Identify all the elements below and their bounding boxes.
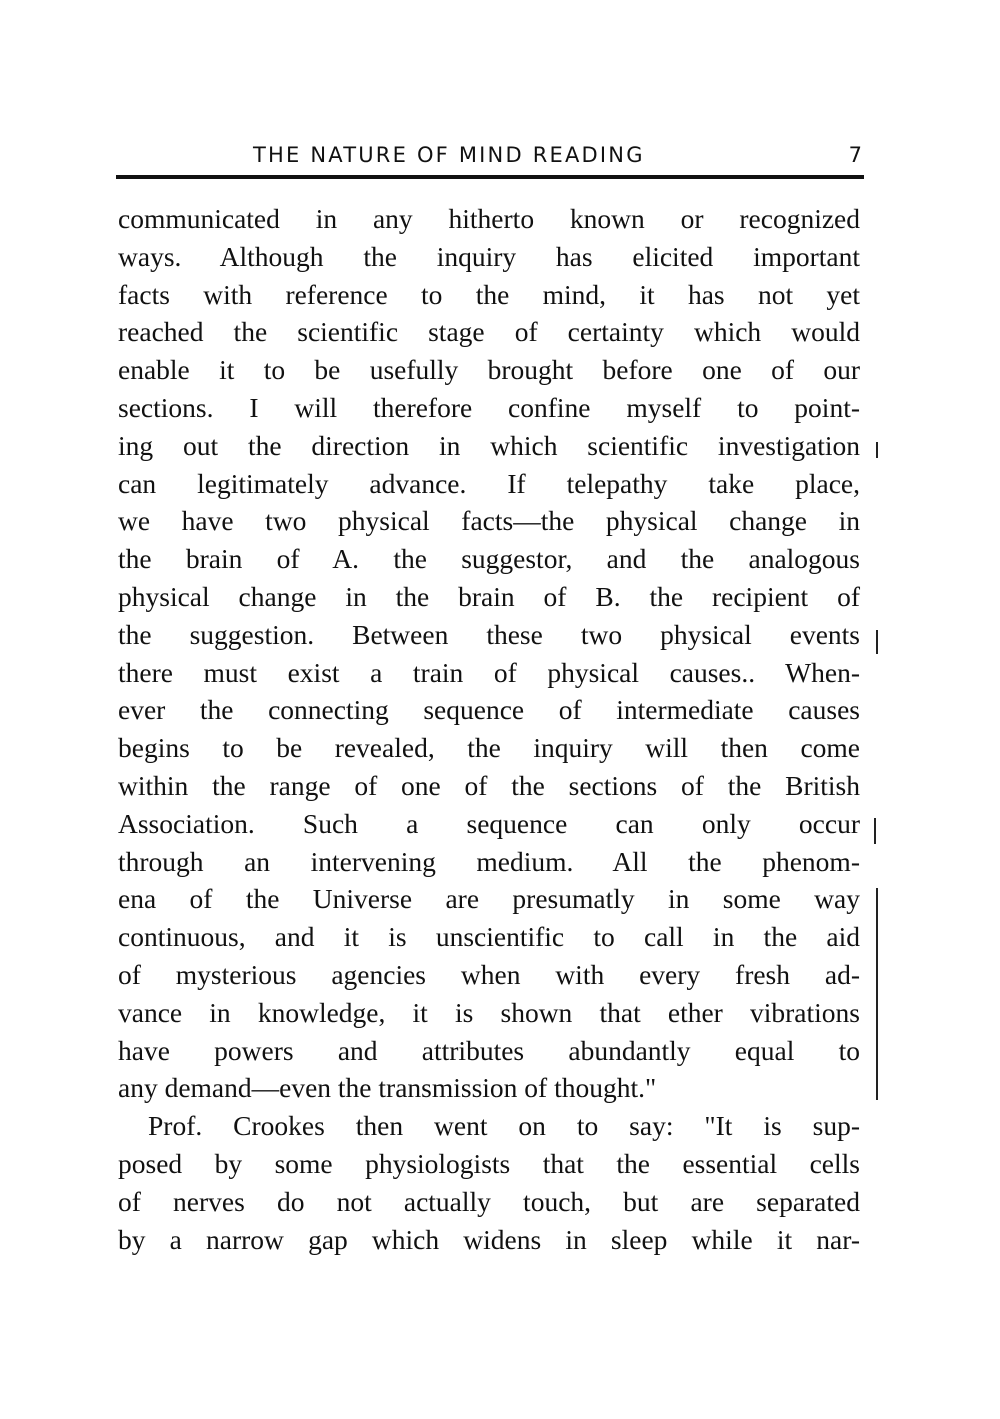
body-text	[118, 200, 860, 1258]
running-title: THE NATURE OF MIND READING	[253, 143, 645, 167]
text-line: by a narrow gap which widens in sleep while it nar-	[118, 1223, 860, 1255]
margin-mark	[876, 630, 878, 654]
text-line: ways. Although the inquiry has elicited important	[118, 240, 860, 272]
text-line: the suggestion. Between these two physical events	[118, 618, 860, 650]
text-line: ever the connecting sequence of intermediate causes	[118, 694, 860, 726]
text-line: have powers and attributes abundantly equal to	[118, 1034, 860, 1066]
text-line: vance in knowledge, it is shown that ether vibrations	[118, 996, 860, 1028]
text-line: we have two physical facts—the physical change in	[118, 505, 860, 537]
text-line: reached the scientific stage of certainty which would	[118, 316, 860, 348]
text-line: sections. I will therefore confine myself to point-	[118, 391, 860, 423]
text-line: of mysterious agencies when with every fresh ad-	[118, 958, 860, 990]
text-line: the brain of A. the suggestor, and the analogous	[118, 543, 860, 575]
text-line: ena of the Universe are presumatly in some way	[118, 883, 860, 915]
text-line: of nerves do not actually touch, but are separated	[118, 1185, 860, 1217]
text-line: begins to be revealed, the inquiry will then come	[118, 732, 860, 764]
text-line: Prof. Crookes then went on to say: "It is sup-	[148, 1110, 860, 1142]
text-line: Association. Such a sequence can only occur	[118, 807, 860, 839]
header-rule	[116, 175, 864, 179]
text-line: there must exist a train of physical causes.. When-	[118, 656, 860, 688]
text-line: continuous, and it is unscientific to call in the aid	[118, 921, 860, 953]
text-line: physical change in the brain of B. the recipient of	[118, 580, 860, 612]
margin-mark	[874, 818, 876, 844]
text-line: posed by some physiologists that the essential cells	[118, 1147, 860, 1179]
text-line: communicated in any hitherto known or recognized	[118, 203, 860, 234]
text-line: through an intervening medium. All the phenom-	[118, 845, 860, 877]
text-line: within the range of one of the sections of the British	[118, 769, 860, 801]
text-line: any demand—even the transmission of thought."	[118, 1072, 657, 1104]
page-number: 7	[848, 143, 862, 167]
text-line: facts with reference to the mind, it has not yet	[118, 278, 860, 310]
text-line: ing out the direction in which scientific investigation	[118, 429, 860, 461]
margin-mark	[876, 442, 878, 458]
text-line: can legitimately advance. If telepathy take place,	[118, 467, 860, 499]
text-line: enable it to be usefully brought before one of our	[118, 354, 860, 386]
running-head	[118, 140, 862, 170]
margin-mark	[876, 888, 878, 1100]
